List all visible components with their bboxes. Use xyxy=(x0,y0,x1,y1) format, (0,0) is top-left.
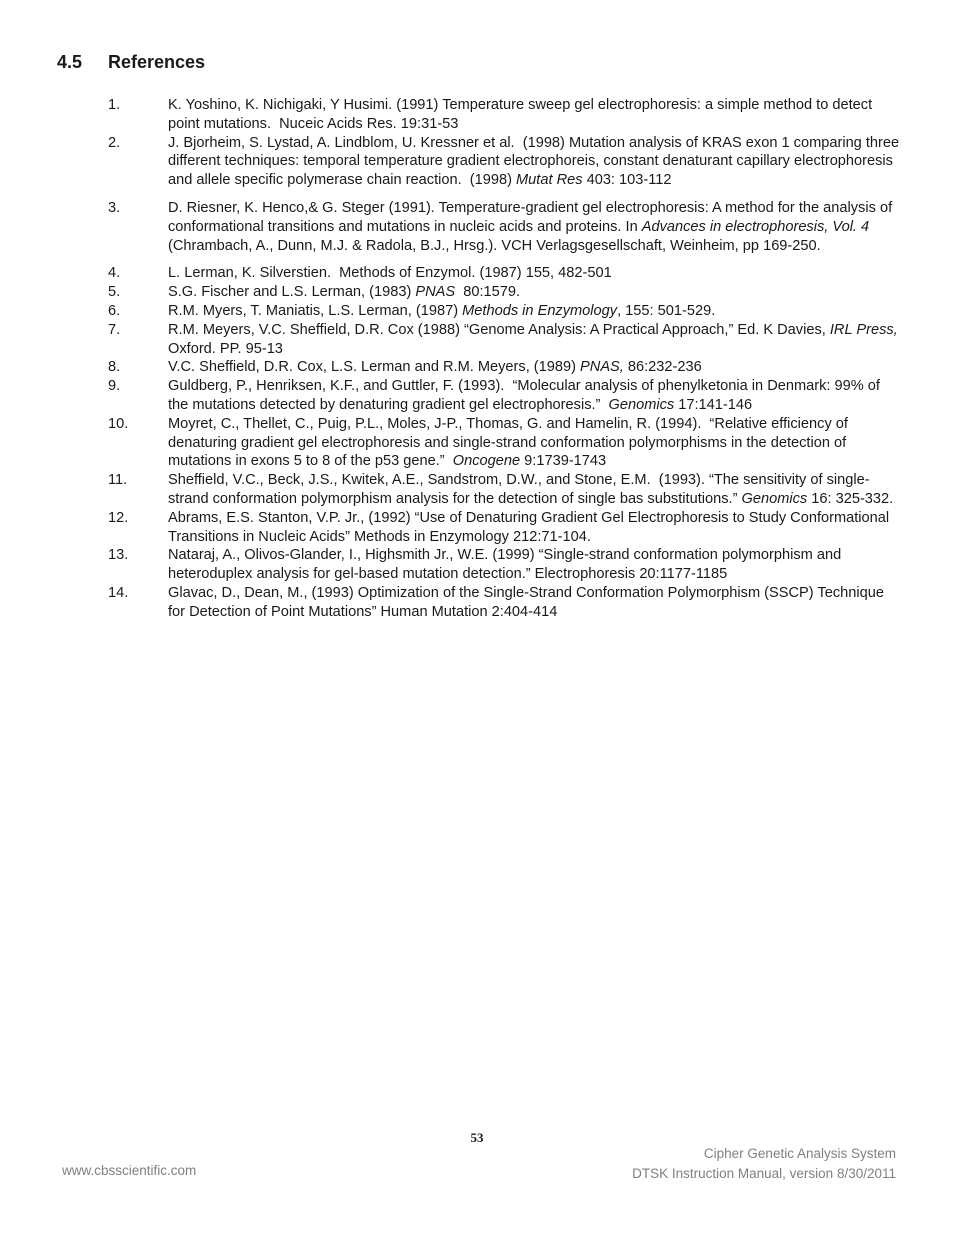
reference-text-part: Abrams, E.S. Stanton, V.P. Jr., (1992) “Use of Denaturing Gradient Gel Electrophoresis to Study Conformational Transitions in Nucleic Acids” Methods in Enzymology 212:71-104. xyxy=(168,509,893,545)
reference-text-part: Sheffield, V.C., Beck, J.S., Kwitek, A.E., Sandstrom, D.W., and Stone, E.M. (1993). “The sensitivity of single-strand conformation polymorphism analysis for the detection of single bas substitutions.” xyxy=(168,472,870,507)
reference-text xyxy=(168,283,903,302)
footer-manual-version: DTSK Instruction Manual, version 8/30/2011 xyxy=(632,1165,896,1181)
reference-text xyxy=(168,321,903,359)
reference-number: 12. xyxy=(108,509,129,526)
reference-item xyxy=(108,264,903,283)
reference-item xyxy=(108,546,903,584)
reference-item xyxy=(108,584,903,622)
reference-text-part: 80:1579. xyxy=(455,284,521,301)
reference-item xyxy=(108,199,903,255)
reference-item xyxy=(108,358,903,377)
reference-italic-part: PNAS xyxy=(415,284,456,301)
reference-italic-part: Genomics xyxy=(741,490,808,507)
reference-text-part: J. Bjorheim, S. Lystad, A. Lindblom, U. Kressner et al. (1998) Mutation analysis of KRAS exon 1 comparing three different techniques: temporal temperature gradient electrophoreis, constant denaturant capillary electrophoresis and allele specific polymerase chain reaction. (1998) xyxy=(168,134,904,189)
reference-number: 14. xyxy=(108,584,129,601)
reference-number: 10. xyxy=(108,415,129,432)
page-number: 53 xyxy=(470,1130,484,1145)
reference-text xyxy=(168,358,903,377)
reference-text-part: V.C. Sheffield, D.R. Cox, L.S. Lerman and R.M. Meyers, (1989) xyxy=(168,359,581,376)
reference-text-part: R.M. Meyers, V.C. Sheffield, D.R. Cox (1988) “Genome Analysis: A Practical Approach,” Ed. K Davies, xyxy=(168,321,830,338)
reference-item xyxy=(108,321,903,359)
reference-item xyxy=(108,471,903,509)
section-heading xyxy=(57,51,205,73)
reference-text-part: L. Lerman, K. Silverstien. Methods of Enzymol. (1987) 155, 482-501 xyxy=(168,265,612,282)
reference-item xyxy=(108,415,903,471)
reference-number: 3. xyxy=(108,199,121,216)
reference-text-part: D. Riesner, K. Henco,& G. Steger (1991). Temperature-gradient gel electrophoresis: A method for the analysis of conformational transitions and mutations in nucleic acids and proteins. In xyxy=(168,199,897,235)
reference-text xyxy=(168,96,903,134)
footer-product-name: Cipher Genetic Analysis System xyxy=(703,1146,896,1161)
reference-italic-part: Mutat Res xyxy=(516,172,583,189)
section-title: References xyxy=(108,52,206,72)
reference-text xyxy=(168,584,903,622)
footer-website: www.cbsscientific.com xyxy=(62,1163,197,1178)
reference-text xyxy=(168,509,903,547)
reference-list xyxy=(108,96,903,622)
reference-number: 7. xyxy=(108,321,121,338)
reference-italic-part: IRL Press, xyxy=(829,321,898,338)
reference-text-part: 9:1739-1743 xyxy=(520,453,607,470)
reference-text-part: Guldberg, P., Henriksen, K.F., and Guttler, F. (1993). “Molecular analysis of phenylketonia in Denmark: 99% of the mutations detected by denaturing gradient gel electrophoresis.” xyxy=(168,378,884,413)
reference-text-part: 403: 103-112 xyxy=(582,172,672,189)
reference-text xyxy=(168,471,903,509)
reference-text-part: , 155: 501-529. xyxy=(617,302,716,319)
reference-item xyxy=(108,377,903,415)
reference-number: 11. xyxy=(108,472,128,489)
reference-item xyxy=(108,283,903,302)
reference-number: 2. xyxy=(108,134,121,151)
reference-item xyxy=(108,302,903,321)
reference-text xyxy=(168,302,903,321)
reference-text-part: 86:232-236 xyxy=(623,359,702,376)
reference-italic-part: PNAS, xyxy=(580,359,624,376)
reference-number: 13. xyxy=(108,547,129,564)
reference-text-part: K. Yoshino, K. Nichigaki, Y Husimi. (1991) Temperature sweep gel electrophoresis: a simple method to detect point mutations. Nuceic Acids Res. 19:31-53 xyxy=(168,97,877,132)
footer-product-info xyxy=(632,1144,896,1183)
reference-italic-part: Methods in Enzymology xyxy=(462,302,618,319)
reference-text xyxy=(168,415,903,471)
reference-item xyxy=(108,134,903,190)
reference-text-part: (Chrambach, A., Dunn, M.J. & Radola, B.J., Hrsg.). VCH Verlagsgesellschaft, Weinheim, pp 169-250. xyxy=(168,218,874,254)
reference-number: 6. xyxy=(108,302,121,319)
reference-number: 4. xyxy=(108,265,121,282)
reference-text-part: Glavac, D., Dean, M., (1993) Optimization of the Single-Strand Conformation Polymorphism (SSCP) Technique for Detection of Point Mutations” Human Mutation 2:404-414 xyxy=(168,584,889,620)
reference-item xyxy=(108,96,903,134)
reference-italic-part: Genomics xyxy=(608,396,675,413)
reference-text xyxy=(168,377,903,415)
reference-text xyxy=(168,199,903,255)
reference-number: 5. xyxy=(108,284,121,301)
reference-text xyxy=(168,264,903,283)
reference-text-part: R.M. Myers, T. Maniatis, L.S. Lerman, (1987) xyxy=(168,302,463,319)
reference-number: 1. xyxy=(108,97,121,113)
reference-text xyxy=(168,134,903,190)
section-number: 4.5 xyxy=(57,52,83,72)
reference-text-part: Moyret, C., Thellet, C., Puig, P.L., Moles, J-P., Thomas, G. and Hamelin, R. (1994). “Relative efficiency of denaturing gradient gel electrophoresis and single-strand conformation polymorphisms in the detection of mutations in exons 5 to 8 of the p53 gene.” xyxy=(168,415,853,470)
reference-italic-part: Advances in electrophoresis, Vol. 4 xyxy=(641,218,870,235)
reference-number: 8. xyxy=(108,359,121,376)
reference-text-part: Nataraj, A., Olivos-Glander, I., Highsmith Jr., W.E. (1999) “Single-strand conformation polymorphism and heteroduplex analysis for gel-based mutation detection.” Electrophoresis 20:1177-1185 xyxy=(168,547,846,583)
reference-text-part: Oxford. PP. 95-13 xyxy=(168,321,902,357)
reference-text-part: 17:141-146 xyxy=(674,396,753,413)
reference-text xyxy=(168,546,903,584)
reference-number: 9. xyxy=(108,378,121,395)
reference-item xyxy=(108,509,903,547)
reference-italic-part: Oncogene xyxy=(452,453,521,470)
reference-text-part: 16: 325-332. xyxy=(807,490,894,507)
reference-text-part: S.G. Fischer and L.S. Lerman, (1983) xyxy=(168,284,416,301)
